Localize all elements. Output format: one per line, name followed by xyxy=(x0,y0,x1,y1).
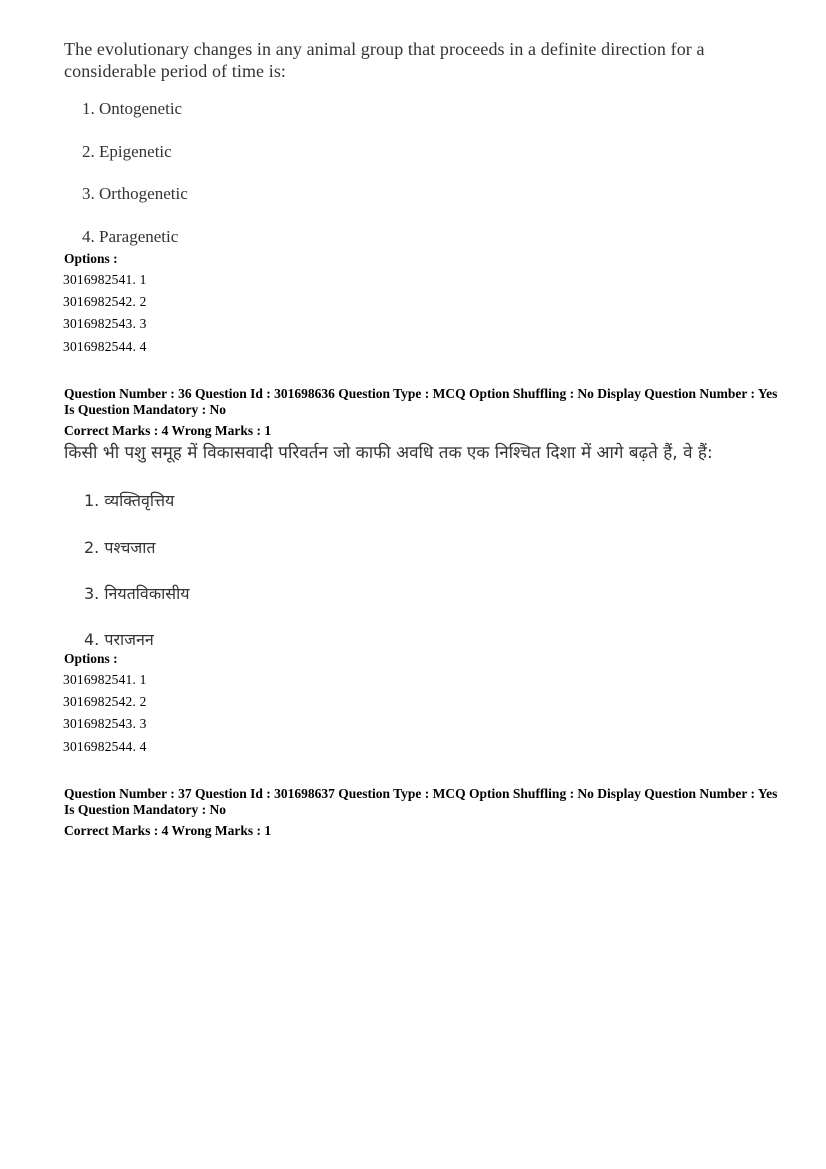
question-37-meta: Question Number : 37 Question Id : 301698637 Question Type : MCQ Option Shuffling : No Display Question Number : Yes Is Question Mandatory : No xyxy=(64,786,778,817)
question-36-option-2: 3016982542. 2 xyxy=(63,694,147,709)
question-35-options-label: Options : xyxy=(64,251,118,266)
question-36-choice-2: 2. पश्चजात xyxy=(84,538,156,557)
question-36-option-1: 3016982541. 1 xyxy=(63,672,147,687)
question-35-option-2: 3016982542. 2 xyxy=(63,294,147,309)
question-36-text: किसी भी पशु समूह में विकासवादी परिवर्तन जो काफी अवधि तक एक निश्चित दिशा में आगे बढ़ते हैं, वे हैं: xyxy=(64,443,713,463)
question-36-choice-1: 1. व्यक्तिवृत्तिय xyxy=(84,491,175,510)
question-35-option-1: 3016982541. 1 xyxy=(63,272,147,287)
question-36-meta: Question Number : 36 Question Id : 301698636 Question Type : MCQ Option Shuffling : No Display Question Number : Yes Is Question Mandatory : No xyxy=(64,386,778,417)
question-36-option-4: 3016982544. 4 xyxy=(63,739,147,754)
question-35-choice-4: 4. Paragenetic xyxy=(82,227,179,246)
question-37-marks: Correct Marks : 4 Wrong Marks : 1 xyxy=(64,823,272,838)
question-35-choice-1: 1. Ontogenetic xyxy=(82,99,183,118)
question-36-choice-3: 3. नियतविकासीय xyxy=(84,584,190,603)
question-35-choice-2: 2. Epigenetic xyxy=(82,142,172,161)
question-35-option-3: 3016982543. 3 xyxy=(63,316,147,331)
question-36-options-label: Options : xyxy=(64,651,118,666)
question-36-option-3: 3016982543. 3 xyxy=(63,716,147,731)
question-35-option-4: 3016982544. 4 xyxy=(63,339,147,354)
question-36-marks: Correct Marks : 4 Wrong Marks : 1 xyxy=(64,423,272,438)
question-35-choice-3: 3. Orthogenetic xyxy=(82,184,188,203)
question-36-choice-4: 4. पराजनन xyxy=(84,630,154,649)
question-35-text: The evolutionary changes in any animal group that proceeds in a definite direction for a considerable period of time is: xyxy=(64,39,705,81)
